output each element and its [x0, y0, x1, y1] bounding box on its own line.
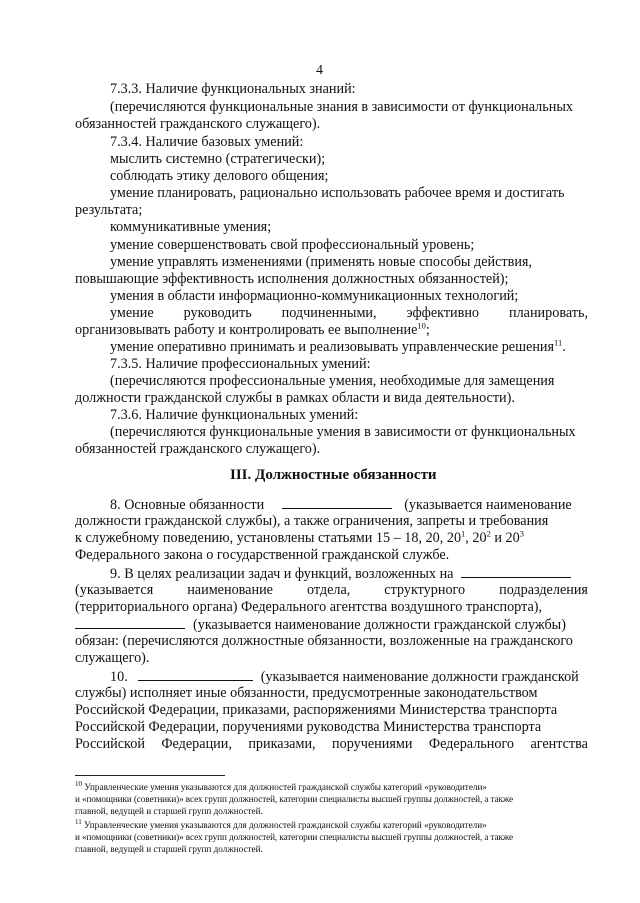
text-segment: 8. Основные обязанности [110, 497, 265, 513]
text-line: повышающие эффективность исполнения должностных обязанностей); [75, 271, 509, 287]
text-line: Федерального закона о государственной гражданской службе. [75, 547, 450, 563]
list-item: соблюдать этику делового общения; [110, 168, 329, 184]
text-line: обязанностей гражданского служащего). [75, 441, 321, 457]
text-segment: умение оперативно принимать и реализовывать управленческие решения [110, 339, 555, 355]
footnote-ref-11: 11 [554, 337, 563, 348]
superscript: 1 [461, 528, 466, 539]
text-line: Российской Федерации, поручениями руководства Министерства транспорта [75, 719, 542, 735]
paragraph-9-line [110, 565, 571, 583]
word: планировать, [508, 305, 588, 321]
text-line: Российской Федерации, приказами, распоряжениями Министерства транспорта [75, 702, 558, 718]
word: умение [110, 305, 154, 321]
word: Российской [75, 736, 145, 752]
text-line: результата; [75, 202, 143, 218]
word: наименование [187, 582, 273, 598]
text-line: служащего). [75, 650, 150, 666]
text-line [75, 616, 566, 634]
list-item: умение совершенствовать свой профессиональный уровень; [110, 237, 475, 253]
text-segment: ; [425, 322, 430, 338]
text-line [75, 530, 524, 547]
blank-field [75, 616, 185, 629]
paragraph-8-line [110, 496, 572, 514]
footnote-text-segment: Управленческие умения указываются для должностей гражданской службы категорий «руководители» [84, 782, 487, 792]
text-segment: , 20 [465, 530, 487, 546]
text-line: (территориального органа) Федерального агентства воздушного транспорта), [75, 599, 543, 615]
text-segment: (указывается наименование должности гражданской службы) [193, 617, 566, 633]
footnote-ref-10: 10 [417, 320, 426, 331]
footnote-mark: 10 [75, 779, 82, 788]
blank-field [461, 565, 571, 578]
list-item: умение планировать, рационально использовать рабочее время и достигать [110, 185, 565, 201]
text-line-justified [75, 582, 588, 599]
list-item-justified [110, 305, 588, 322]
text-segment: . [562, 339, 566, 355]
footnote-10-line [75, 779, 588, 793]
text-line: службы) исполняет иные обязанности, предусмотренные законодательством [75, 685, 538, 701]
text-segment: (указывается наименование [404, 497, 572, 513]
text-segment: 9. В целях реализации задач и функций, возложенных на [110, 566, 454, 582]
text-line: (перечисляются профессиональные умения, необходимые для замещения [110, 373, 555, 389]
text-segment: (указывается наименование должности гражданской [260, 669, 579, 685]
word: поручениями [332, 736, 413, 752]
word: приказами, [248, 736, 316, 752]
text-line: (перечисляются функциональные умения в зависимости от функциональных [110, 424, 576, 440]
footnote-11-line: главной, ведущей и старшей групп должностей. [75, 844, 263, 854]
text-line: (перечисляются функциональные знания в зависимости от функциональных [110, 99, 573, 115]
section-7-3-6-title: 7.3.6. Наличие функциональных умений: [110, 407, 359, 423]
text-line: должности гражданской службы), а также ограничения, запреты и требования [75, 513, 549, 529]
word: руководить [183, 305, 252, 321]
text-segment: организовывать работу и контролировать ее выполнение [75, 322, 418, 338]
text-segment: и 20 [490, 530, 520, 546]
text-line: обязан: (перечисляются должностные обязанности, возложенные на гражданского [75, 633, 573, 649]
list-item: мыслить системно (стратегически); [110, 151, 326, 167]
section-7-3-4-title: 7.3.4. Наличие базовых умений: [110, 134, 304, 150]
paragraph-10-line [110, 668, 579, 686]
word: эффективно [406, 305, 480, 321]
footnote-divider [75, 775, 225, 776]
text-line-justified [75, 736, 588, 753]
section-7-3-3-title: 7.3.3. Наличие функциональных знаний: [110, 81, 356, 97]
section-7-3-5-title: 7.3.5. Наличие профессиональных умений: [110, 356, 371, 372]
superscript: 3 [519, 528, 524, 539]
footnote-text-segment: Управленческие умения указываются для должностей гражданской службы категорий «руководители» [84, 820, 487, 830]
word: агентства [530, 736, 588, 752]
text-segment: к служебному поведению, установлены статьями 15 – 18, 20, 20 [75, 530, 462, 546]
text-line [75, 322, 430, 339]
list-item [110, 339, 566, 356]
list-item: умения в области информационно-коммуникационных технологий; [110, 288, 519, 304]
footnote-11-line: и «помощники (советники)» всех групп должностей, категории специалисты высшей группы должностей, а также [75, 832, 513, 842]
page-number: 4 [316, 63, 323, 78]
footnote-text [75, 779, 487, 793]
word: подразделения [499, 582, 588, 598]
footnote-11-line [75, 817, 487, 831]
word: Федерального [428, 736, 515, 752]
word: структурного [384, 582, 466, 598]
section-heading: III. Должностные обязанности [230, 467, 437, 483]
text-line: обязанностей гражданского служащего). [75, 116, 321, 132]
blank-field [138, 668, 253, 681]
superscript: 2 [486, 528, 491, 539]
word: подчиненными, [281, 305, 377, 321]
word: отдела, [306, 582, 351, 598]
footnote-10-line: главной, ведущей и старшей групп должностей. [75, 806, 263, 816]
blank-field [282, 496, 392, 509]
footnote-10-line: и «помощники (советники)» всех групп должностей, категории специалисты высшей группы должностей, а также [75, 794, 513, 804]
list-item: умение управлять изменениями (применять новые способы действия, [110, 254, 532, 270]
word: (указывается [75, 582, 154, 598]
word: Федерации, [161, 736, 232, 752]
text-segment: 10. [110, 669, 128, 685]
list-item: коммуникативные умения; [110, 219, 272, 235]
text-line: должности гражданской службы в рамках области и вида деятельности). [75, 390, 515, 406]
footnote-mark: 11 [75, 817, 82, 826]
